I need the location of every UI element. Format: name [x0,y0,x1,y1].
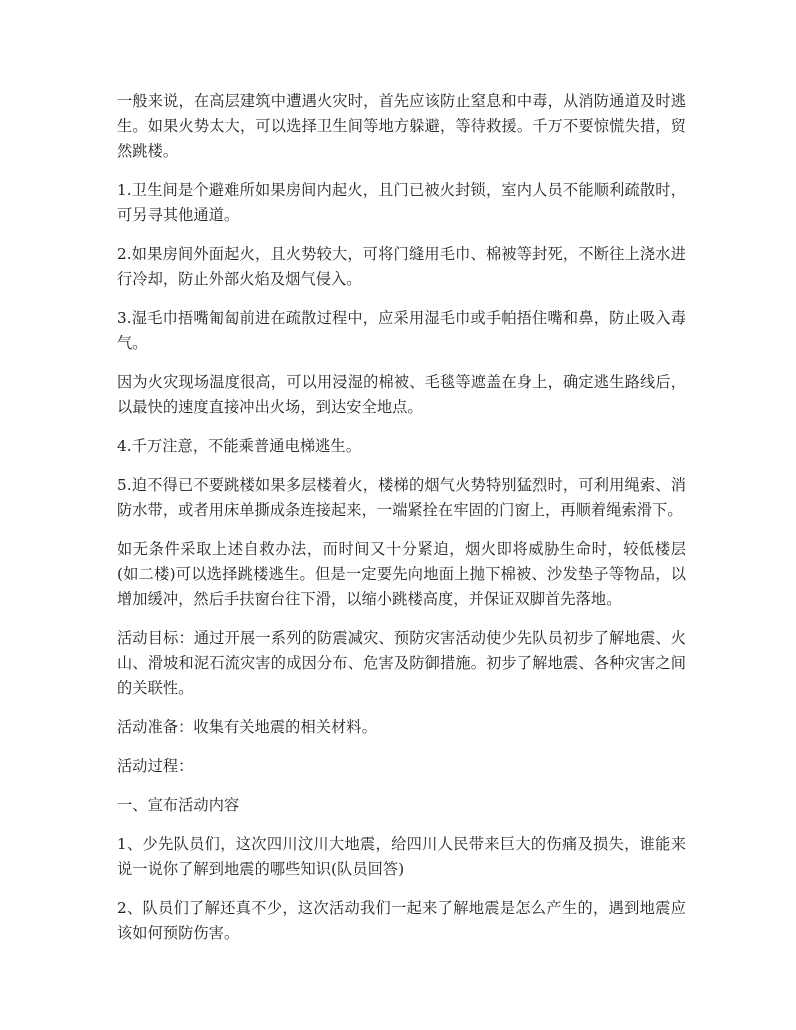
paragraph-intro: 一般来说，在高层建筑中遭遇火灾时，首先应该防止窒息和中毒，从消防通道及时逃生。如果火势太大，可以选择卫生间等地方躲避，等待救援。千万不要惊慌失措，贸然跳楼。 [117,92,686,160]
paragraph-step-1: 1、少先队员们，这次四川汶川大地震，给四川人民带来巨大的伤痛及损失，谁能来说一说你了解到地震的哪些知识(队员回答) [117,835,686,878]
paragraph-tip-3: 3.湿毛巾捂嘴匍匐前进在疏散过程中，应采用湿毛巾或手帕捂住嘴和鼻，防止吸入毒气。 [117,309,686,352]
paragraph-tip-5: 5.迫不得已不要跳楼如果多层楼着火，楼梯的烟气火势特别猛烈时，可利用绳索、消防水带，或者用床单撕成条连接起来，一端紧拴在牢固的门窗上，再顺着绳索滑下。 [117,476,686,519]
paragraph-tip-5-detail: 如无条件采取上述自救办法，而时间又十分紧迫，烟火即将威胁生命时，较低楼层(如二楼)可以选择跳楼逃生。但是一定要先向地面上抛下棉被、沙发垫子等物品，以增加缓冲，然后手扶窗台往下滑，以缩小跳楼高度，并保证双脚首先落地。 [117,540,686,608]
paragraph-tip-2: 2.如果房间外面起火，且火势较大，可将门缝用毛巾、棉被等封死，不断往上浇水进行冷却，防止外部火焰及烟气侵入。 [117,245,686,288]
paragraph-activity-prep: 活动准备：收集有关地震的相关材料。 [117,718,377,736]
paragraph-tip-4: 4.千万注意，不能乘普通电梯逃生。 [117,437,362,455]
paragraph-activity-process: 活动过程： [117,757,194,775]
section-heading-announce: 一、宣布活动内容 [117,796,240,814]
paragraph-tip-1: 1.卫生间是个避难所如果房间内起火，且门已被火封锁，室内人员不能顺利疏散时，可另寻其他通道。 [117,181,686,224]
paragraph-activity-goal: 活动目标：通过开展一系列的防震减灾、预防灾害活动使少先队员初步了解地震、火山、滑坡和泥石流灾害的成因分布、危害及防御措施。初步了解地震、各种灾害之间的关联性。 [117,629,686,697]
paragraph-tip-3-detail: 因为火灾现场温度很高，可以用浸湿的棉被、毛毯等遮盖在身上，确定逃生路线后，以最快的速度直接冲出火场，到达安全地点。 [117,373,686,416]
paragraph-step-2: 2、队员们了解还真不少，这次活动我们一起来了解地震是怎么产生的，遇到地震应该如何预防伤害。 [117,899,686,942]
